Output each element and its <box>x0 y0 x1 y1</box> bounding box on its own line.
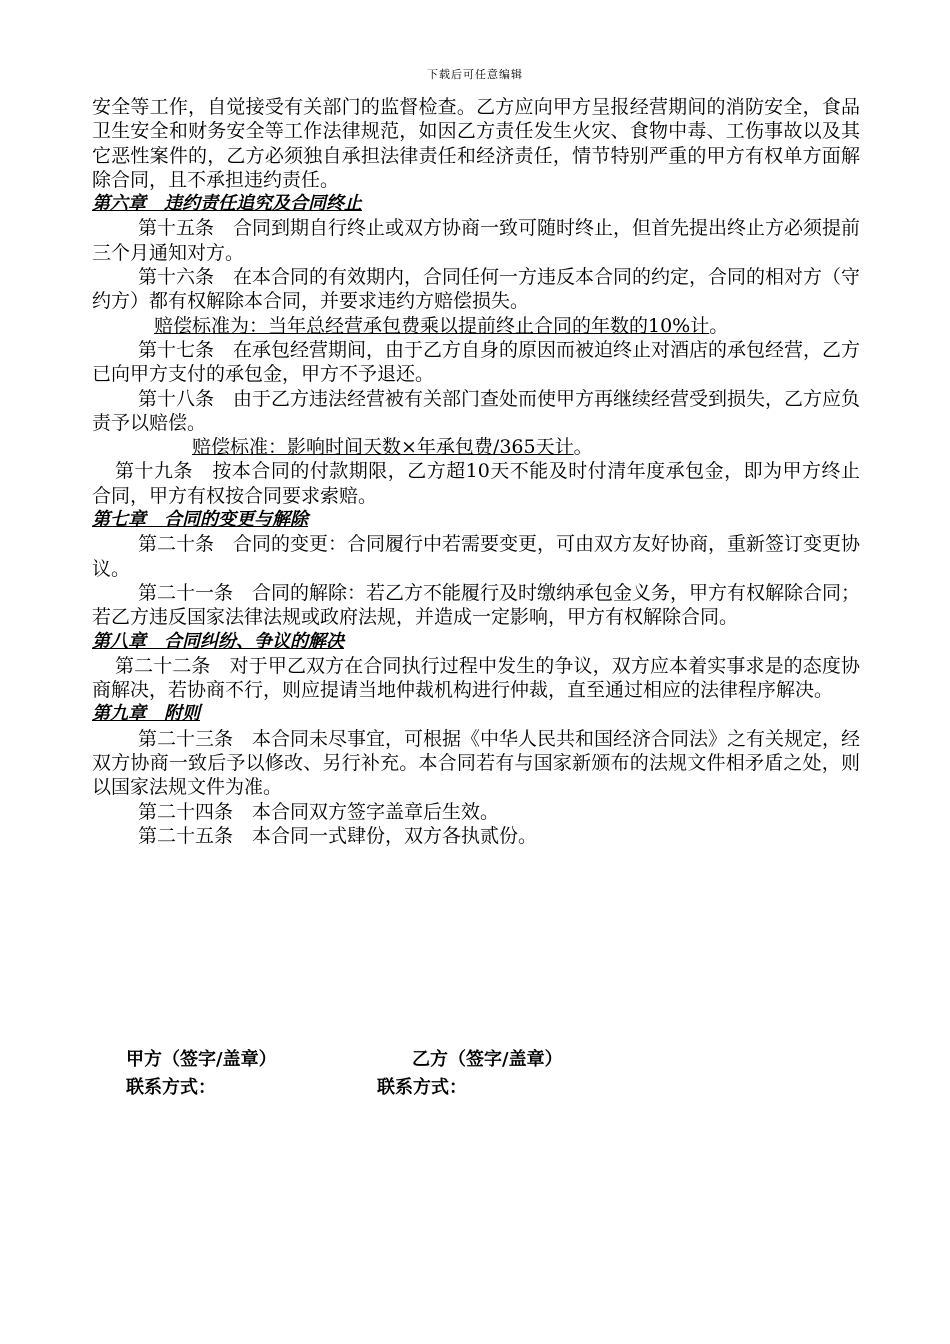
article-15: 第十五条 合同到期自行终止或双方协商一致可随时终止，但首先提出终止方必须提前三个月通知对方。 <box>92 217 861 264</box>
compensation-standard-16-end: 。 <box>709 314 729 337</box>
article-25: 第二十五条 本合同一式肆份，双方各执贰份。 <box>138 824 538 847</box>
compensation-standard-16 <box>92 314 860 338</box>
article-24: 第二十四条 本合同双方签字盖章后生效。 <box>138 800 500 823</box>
article-22: 第二十二条 对于甲乙双方在合同执行过程中发生的争议，双方应本着实事求是的态度协商解决，若协商不行，则应提请当地仲裁机构进行仲裁，直至通过相应的法律程序解决。 <box>92 654 860 702</box>
party-b-contact-label: 联系方式： <box>377 1077 467 1098</box>
article-17: 第十七条 在承包经营期间，由于乙方自身的原因而被迫终止对酒店的承包经营，乙方已向甲方支付的承包金，甲方不予退还。 <box>92 338 861 386</box>
chapter-9-heading: 第九章 附则 <box>92 703 200 725</box>
article-19: 第十九条 按本合同的付款期限，乙方超10天不能及时付清年度承包金，即为甲方终止合同，甲方有权按合同要求索赔。 <box>92 460 860 507</box>
article-21: 第二十一条 合同的解除：若乙方不能履行及时缴纳承包金义务，甲方有权解除合同；若乙方违反国家法律法规或政府法规，并造成一定影响，甲方有权解除合同。 <box>92 581 861 629</box>
chapter-6-heading: 第六章 违约责任追究及合同终止 <box>92 193 362 215</box>
article-16: 第十六条 在本合同的有效期内，合同任何一方违反本合同的约定，合同的相对方（守约方）都有权解除本合同，并要求违约方赔偿损失。 <box>92 266 861 313</box>
compensation-standard-16-text: 赔偿标准为：当年总经营承包费乘以提前终止合同的年数的10%计 <box>154 314 710 337</box>
page-header-note: 下载后可任意编辑 <box>427 68 523 81</box>
compensation-standard-18 <box>92 435 860 459</box>
contract-body <box>92 95 860 848</box>
party-a-signature-label: 甲方（签字/盖章） <box>126 1049 277 1070</box>
party-a-contact-label: 联系方式： <box>126 1077 216 1098</box>
chapter-8-heading: 第八章 合同纠纷、争议的解决 <box>92 630 344 652</box>
article-20: 第二十条 合同的变更：合同履行中若需要变更，可由双方友好协商，重新签订变更协议。 <box>92 533 861 580</box>
compensation-standard-18-end: 。 <box>573 436 593 459</box>
compensation-standard-18-text: 赔偿标准：影响时间天数×年承包费/365天计 <box>192 436 574 459</box>
article-18: 第十八条 由于乙方违法经营被有关部门查处而使甲方再继续经营受到损失，乙方应负责予以赔偿。 <box>92 387 861 434</box>
chapter-7-heading: 第七章 合同的变更与解除 <box>92 509 308 531</box>
intro-paragraph: 安全等工作，自觉接受有关部门的监督检查。乙方应向甲方呈报经营期间的消防安全，食品卫生安全和财务安全等工作法律规范，如因乙方责任发生火灾、食物中毒、工伤事故以及其它恶性案件的，乙方必须独自承担法律责任和经济责任，情节特别严重的甲方有权单方面解除合同，且不承担违约责任。 <box>92 96 860 191</box>
article-23: 第二十三条 本合同未尽事宜，可根据《中华人民共和国经济合同法》之有关规定，经双方协商一致后予以修改、另行补充。本合同若有与国家新颁布的法规文件相矛盾之处，则以国家法规文件为准。 <box>92 727 861 799</box>
party-b-signature-label: 乙方（签字/盖章） <box>412 1049 563 1070</box>
